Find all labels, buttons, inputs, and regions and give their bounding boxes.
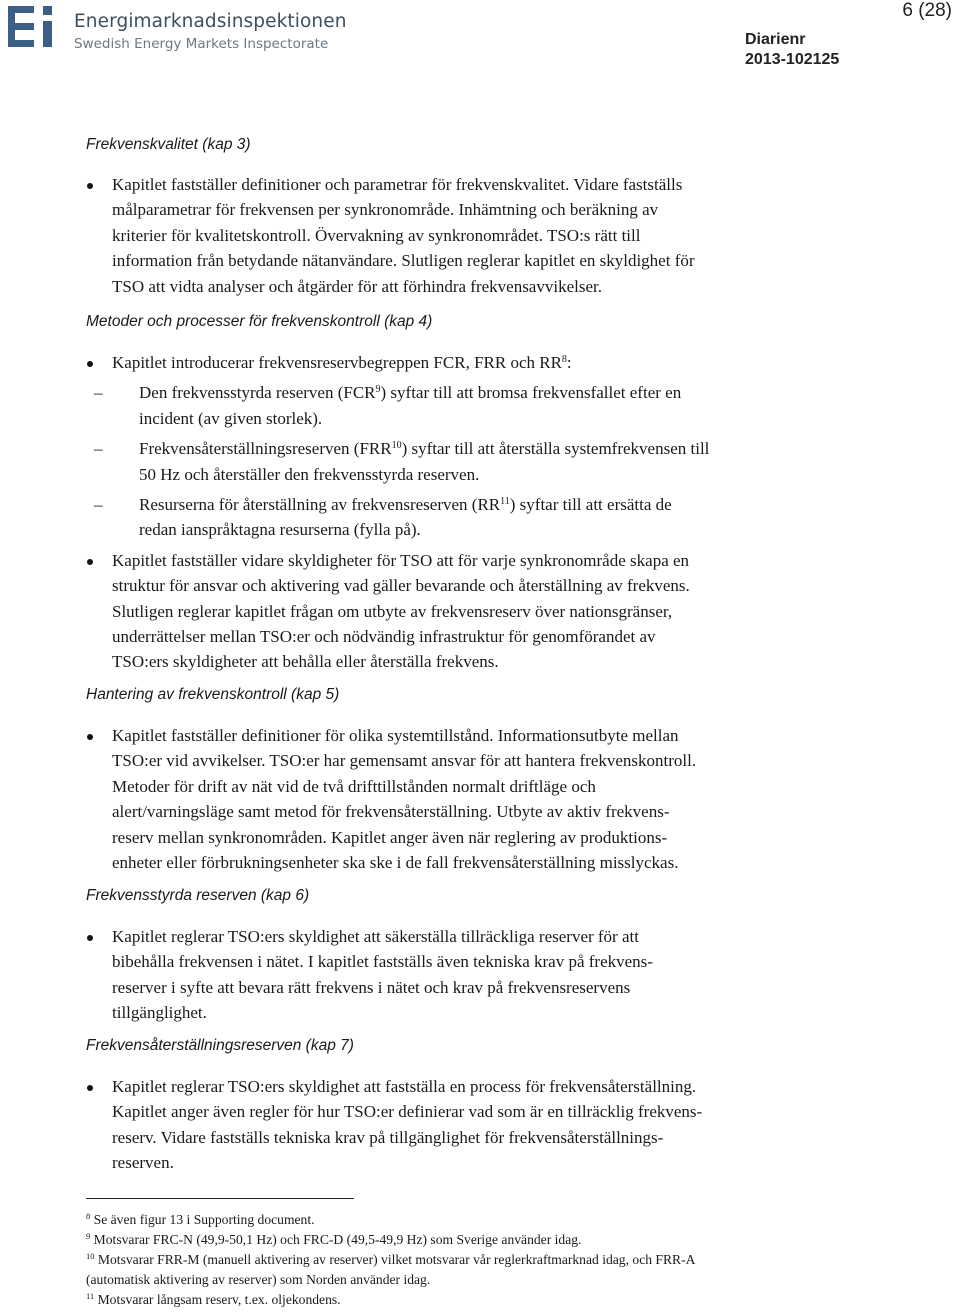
section-metoder-och-processer [86, 312, 846, 675]
footnote-number: 10 [86, 1251, 95, 1261]
text-line: incident (av given storlek). [139, 408, 323, 428]
list-item [86, 350, 846, 375]
footnote [86, 1210, 846, 1230]
text-line: redan ianspråktagna resurserna (fylla på). [139, 520, 421, 540]
text-line: reserv mellan synkronområden. Kapitlet anger även när reglering av produktions- [112, 827, 668, 847]
text-line: målparametrar för frekvensen per synkronområde. Inhämtning och beräkning av [112, 200, 659, 220]
text-line [139, 436, 846, 461]
footnote-number: 9 [86, 1231, 91, 1241]
text-line: 50 Hz och återställer den frekvensstyrda reserven. [139, 464, 480, 484]
diarienr-block [745, 30, 839, 70]
list-item [86, 723, 846, 875]
text-line: Kapitlet reglerar TSO:ers skyldighet att fastställa en process för frekvensåterställning. [112, 1077, 697, 1096]
text-line: alert/varningsläge samt metod för frekvensåterställning. Utbyte av aktiv frekvens- [112, 802, 670, 822]
list-item [86, 172, 846, 299]
text-line: kriterier för kvalitetskontroll. Övervakning av synkronområdet. TSO:s rätt till [112, 225, 641, 245]
text-line: struktur för ansvar och aktivering vad gäller bevarande och återställning av frekvens. [112, 576, 690, 596]
text-span: Resurserna för återställning av frekvensreserven (RR [139, 495, 501, 515]
section-frekvensaterstallning [86, 1036, 846, 1176]
text-line [139, 380, 846, 405]
text-span: Den frekvensstyrda reserven (FCR [139, 383, 376, 403]
diarienr-label: Diarienr [745, 31, 806, 48]
footnote-text: Se även figur 13 i Supporting document. [93, 1212, 315, 1227]
footnote-divider [86, 1198, 354, 1199]
section-hantering [86, 685, 846, 875]
footnotes [86, 1210, 846, 1310]
text-line [112, 350, 846, 375]
diarienr-value: 2013-102125 [745, 51, 840, 68]
text-line: bibehålla frekvensen i nätet. I kapitlet fastställs även tekniska krav på frekvens- [112, 952, 653, 972]
text-span: ) syftar till att bromsa frekvensfallet efter en [380, 383, 682, 403]
list-item [86, 924, 846, 1026]
text-line: Kapitlet fastställer definitioner och parametrar för frekvenskvalitet. Vidare fastställs [112, 175, 683, 194]
section-heading: Frekvensstyrda reserven (kap 6) [86, 887, 310, 904]
text-line: reserv. Vidare fastställs tekniska krav på tillgänglighet för frekvensåterställnings- [112, 1127, 664, 1147]
text-line: reserver i syfte att bevara rätt frekvens i nätet och krav på frekvensreservens [112, 977, 631, 997]
footnote-text: Motsvarar FRC-N (49,9-50,1 Hz) och FRC-D (49,5-49,9 Hz) som Sverige använder idag. [93, 1232, 582, 1247]
section-heading: Metoder och processer för frekvenskontroll (kap 4) [86, 313, 433, 330]
text-span: Frekvensåterställningsreserven (FRR [139, 439, 392, 459]
text-line: Kapitlet anger även regler för hur TSO:er definierar vad som är en tillräcklig frekvens- [112, 1102, 703, 1122]
text-line: Metoder för drift av nät vid de två drifttillstånden normalt driftläge och [112, 776, 596, 796]
footnote-ref: 10 [391, 440, 402, 452]
text-line: reserven. [112, 1153, 174, 1173]
text-line: TSO:ers skyldigheter att behålla eller återställa frekvens. [112, 652, 499, 672]
footnote-text: Motsvarar FRR-M (manuell aktivering av reserver) vilket motsvarar vår reglerkraftmarknad idag, och FRR-A [97, 1252, 696, 1267]
text-line: information från betydande nätanvändare. Slutligen reglerar kapitlet en skyldighet för [112, 251, 695, 271]
text-span: ) syftar till att ersätta de [509, 495, 672, 515]
text-span: ) syftar till att återställa systemfrekvensen till [401, 439, 710, 459]
footnote-text: Motsvarar långsam reserv, t.ex. oljekondens. [97, 1292, 341, 1307]
page-number: 6 (28) [902, 0, 952, 21]
section-heading: Frekvensåterställningsreserven (kap 7) [86, 1037, 354, 1054]
dash-item [86, 436, 846, 487]
footnote-number: 8 [86, 1211, 91, 1221]
list-item [86, 1074, 846, 1176]
footnote-ref: 9 [375, 384, 381, 396]
text-line: TSO att vidta analyser och åtgärder för att förhindra frekvensavvikelser. [112, 276, 602, 296]
dash-item [86, 380, 846, 431]
text-line: Kapitlet reglerar TSO:ers skyldighet att säkerställa tillräckliga reserver för att [112, 927, 639, 946]
ei-logo-icon [8, 4, 68, 50]
text-span: : [566, 353, 572, 372]
text-line: TSO:er vid avvikelser. TSO:er har gemensamt ansvar för att hantera frekvenskontroll. [112, 751, 697, 771]
footnote-ref: 8 [561, 354, 567, 365]
text-line: Slutligen reglerar kapitlet frågan om utbyte av frekvensreserv över nationsgränser, [112, 601, 673, 621]
text-line: Kapitlet fastställer vidare skyldigheter för TSO att för varje synkronområde skapa en [112, 550, 690, 570]
section-heading: Hantering av frekvenskontroll (kap 5) [86, 686, 340, 703]
text-line: enheter eller förbrukningsenheter ska ske i de fall frekvensåterställning misslyckas. [112, 853, 679, 873]
footnote-number: 11 [86, 1291, 95, 1301]
section-frekvenskvalitet [86, 135, 846, 299]
footnote-ref: 11 [500, 496, 510, 508]
list-item [86, 548, 846, 675]
org-name-en: Swedish Energy Markets Inspectorate [74, 36, 329, 52]
footnote-continuation: (automatisk aktivering av reserver) som Norden använder idag. [86, 1272, 431, 1287]
dash-item [86, 492, 846, 543]
text-line: underrättelser mellan TSO:er och nödvändig infrastruktur för genomförandet av [112, 627, 656, 647]
text-line: Kapitlet fastställer definitioner för olika systemtillstånd. Informationsutbyte mellan [112, 726, 679, 745]
text-line: tillgänglighet. [112, 1003, 207, 1023]
section-heading: Frekvenskvalitet (kap 3) [86, 136, 251, 153]
org-name: Energimarknadsinspektionen [74, 11, 347, 32]
logo [8, 4, 347, 52]
text-line [139, 492, 846, 517]
footnote [86, 1290, 846, 1310]
text-span: Kapitlet introducerar frekvensreservbegreppen FCR, FRR och RR [112, 353, 562, 372]
footnote [86, 1250, 846, 1270]
section-frekvensstyrda [86, 886, 846, 1026]
footnote [86, 1230, 846, 1250]
